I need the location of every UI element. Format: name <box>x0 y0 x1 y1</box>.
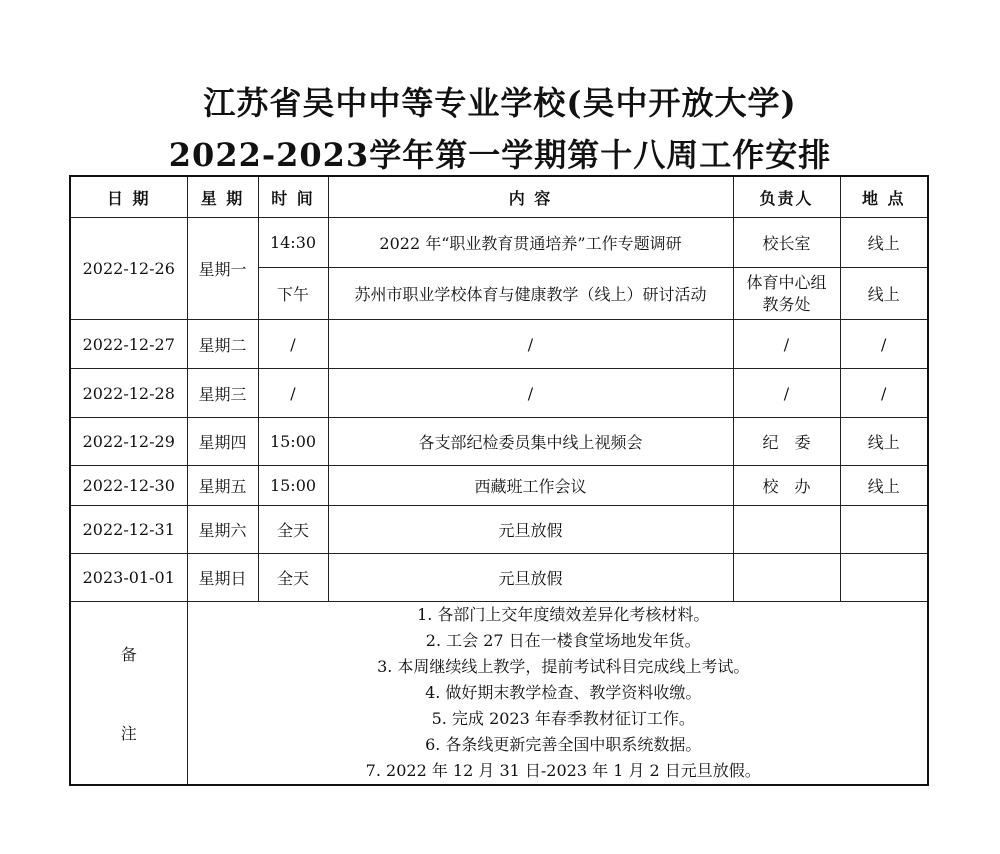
row-owner <box>733 554 840 602</box>
row-time: 15:00 <box>258 418 328 466</box>
row-weekday: 星期六 <box>187 506 258 554</box>
header-owner: 负责人 <box>733 176 840 218</box>
document-title: 江苏省吴中中等专业学校(吴中开放大学) <box>203 84 797 122</box>
row-place: 线上 <box>840 418 928 466</box>
remarks-list <box>187 602 928 786</box>
remarks-label-top: 备 <box>120 645 137 664</box>
header-row <box>70 176 928 218</box>
header-content: 内 容 <box>328 176 733 218</box>
header-date: 日 期 <box>70 176 187 218</box>
row-weekday: 星期一 <box>187 218 258 320</box>
row-weekday: 星期四 <box>187 418 258 466</box>
remarks-label-bottom: 注 <box>120 724 137 743</box>
row-content: 苏州市职业学校体育与健康教学（线上）研讨活动 <box>328 268 733 320</box>
row-place: / <box>840 369 928 418</box>
owner-line: 教务处 <box>762 294 811 314</box>
row-time: 全天 <box>258 506 328 554</box>
row-owner <box>733 506 840 554</box>
remark-item: 6. 各条线更新完善全国中职系统数据。 <box>425 735 702 754</box>
header-place: 地 点 <box>840 176 928 218</box>
row-content: 元旦放假 <box>328 506 733 554</box>
table-row <box>70 466 928 506</box>
remarks-row <box>70 602 928 786</box>
row-owner: 校长室 <box>733 218 840 268</box>
row-weekday: 星期二 <box>187 320 258 369</box>
remarks-label <box>70 602 187 786</box>
header-weekday: 星 期 <box>187 176 258 218</box>
row-date: 2022-12-30 <box>70 466 187 506</box>
document-subtitle: 2022-2023学年第一学期第十八周工作安排 <box>168 136 832 174</box>
row-content: 各支部纪检委员集中线上视频会 <box>328 418 733 466</box>
table-row <box>70 418 928 466</box>
row-time: / <box>258 320 328 369</box>
header-time: 时 间 <box>258 176 328 218</box>
row-weekday: 星期日 <box>187 554 258 602</box>
row-weekday: 星期五 <box>187 466 258 506</box>
row-owner: / <box>733 320 840 369</box>
row-owner: 校 办 <box>733 466 840 506</box>
row-place: / <box>840 320 928 369</box>
row-place: 线上 <box>840 218 928 268</box>
row-time: 15:00 <box>258 466 328 506</box>
row-owner: 纪 委 <box>733 418 840 466</box>
row-date: 2022-12-28 <box>70 369 187 418</box>
row-weekday: 星期三 <box>187 369 258 418</box>
row-content: 元旦放假 <box>328 554 733 602</box>
remark-item: 2. 工会 27 日在一楼食堂场地发年货。 <box>425 631 701 650</box>
remark-item: 7. 2022 年 12 月 31 日-2023 年 1 月 2 日元旦放假。 <box>365 761 761 780</box>
row-content: / <box>328 320 733 369</box>
row-time: 全天 <box>258 554 328 602</box>
row-date: 2022-12-26 <box>70 218 187 320</box>
row-time: 14:30 <box>258 218 328 268</box>
table-row <box>70 320 928 369</box>
row-place <box>840 506 928 554</box>
remark-item: 3. 本周继续线上教学，提前考试科目完成线上考试。 <box>377 657 750 676</box>
table-row <box>70 218 928 268</box>
schedule-table <box>69 175 929 786</box>
owner-line: 体育中心组 <box>746 272 827 292</box>
remark-item: 5. 完成 2023 年春季教材征订工作。 <box>431 709 695 728</box>
row-place: 线上 <box>840 268 928 320</box>
row-time: / <box>258 369 328 418</box>
row-time: 下午 <box>258 268 328 320</box>
remark-item: 4. 做好期末教学检查、教学资料收缴。 <box>425 683 702 702</box>
table-row <box>70 554 928 602</box>
remark-item: 1. 各部门上交年度绩效差异化考核材料。 <box>417 605 710 624</box>
row-owner: / <box>733 369 840 418</box>
row-date: 2022-12-29 <box>70 418 187 466</box>
row-content: / <box>328 369 733 418</box>
row-date: 2023-01-01 <box>70 554 187 602</box>
table-row <box>70 369 928 418</box>
row-owner <box>733 268 840 320</box>
row-content: 西藏班工作会议 <box>328 466 733 506</box>
row-place <box>840 554 928 602</box>
table-row <box>70 506 928 554</box>
row-date: 2022-12-27 <box>70 320 187 369</box>
row-place: 线上 <box>840 466 928 506</box>
row-content: 2022 年“职业教育贯通培养”工作专题调研 <box>328 218 733 268</box>
row-date: 2022-12-31 <box>70 506 187 554</box>
